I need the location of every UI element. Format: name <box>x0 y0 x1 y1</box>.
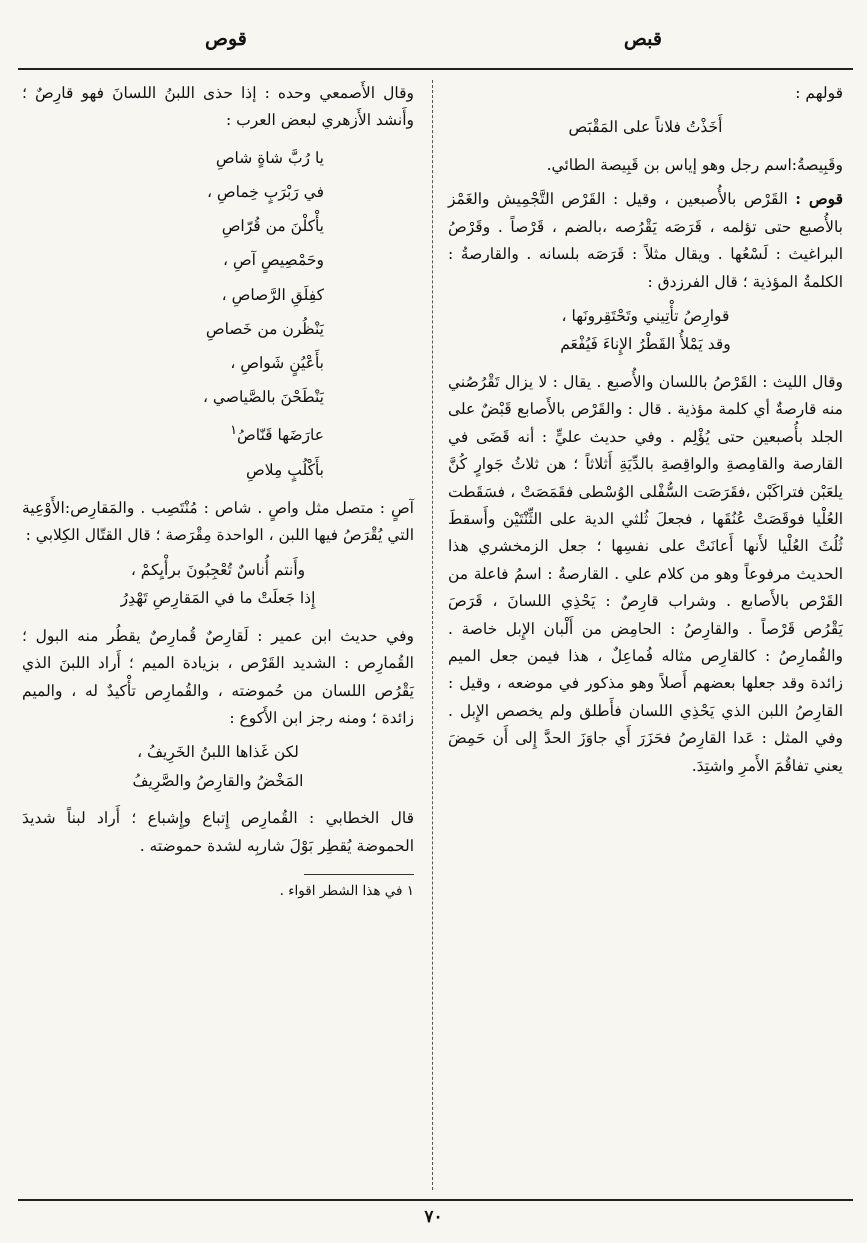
running-header-right: قبص <box>623 28 662 50</box>
paragraph: قولهم : <box>795 84 843 102</box>
right-column <box>448 80 843 786</box>
paragraph: وقَبِيصةُ:اسم رجل وهو إياس بن قَبِيصة الطائي. <box>546 155 843 174</box>
verse-line: يأْكلْنَ من قُرّاصِ <box>221 217 324 236</box>
verse-text: عارَضَها قَنّاصُ <box>237 426 324 445</box>
paragraph: وفي حديث ابن عمير : لَقارِصٌ قُمارِصٌ يقطُر منه البول ؛ القُمارِص : الشديد القَرْص ، بزيادة الميم ؛ أَراد اللبنَ الذي يَقْرُص اللسان من حُموضته ، والقُمارِص تأْكيدٌ له ، والميم زائدة ؛ ومنه رجز ابن الأَكوع : <box>22 626 414 728</box>
verse-line: في رَبْرَبٍ خِماصِ ، <box>206 183 324 202</box>
verse-line: المَخْضُ والقارِصُ والصَّرِيفُ <box>132 771 304 790</box>
top-rule <box>18 68 853 70</box>
verse-line: لكن غَذاها اللبنُ الخَرِيفُ ، <box>137 743 299 762</box>
footnote-rule <box>304 874 414 875</box>
bottom-rule <box>18 1199 853 1201</box>
footnote-marker: ١ <box>230 423 238 439</box>
verse-line: يَنْطَحْنَ بالصَّياصي ، <box>202 388 324 407</box>
verse-line: وحَمْصِيصٍ آصِ ، <box>222 251 324 270</box>
verse <box>22 738 414 795</box>
paragraph: قال الخطابي : القُمارِص إِتباع وإِشباع ؛ أَراد لبناً شديدَ الحموضة يُقطِر بَوْلَ شاربِه لشدة حموضته . <box>22 809 414 855</box>
left-column <box>22 80 414 901</box>
verse <box>22 556 414 613</box>
verse-line: أَخَذْتُ فلاناً على المَقْبَص <box>568 118 723 137</box>
rajaz-poem <box>22 141 414 487</box>
entry <box>448 185 843 296</box>
paragraph: وقال الأَصمعي وحده : إذا حذى اللبنُ اللسانَ فهو قارِصٌ ؛ وأَنشد الأَزهري لبعض العرب : <box>22 84 414 130</box>
entry-headword: قوص : <box>795 189 843 209</box>
paragraph: وقال الليث : القَرْصُ باللسان والأُصبع . يقال : لا يزال تَقْرُصُني منه قارصةٌ أي كلمة مؤذية . قال : والقَرْص بالأَصابع قَبْضٌ على الجلد بأُصبعين حتى يُؤْلِم . وفي حديث عليٍّ : أنه قَضَى في القارصة والقامِصةِ والواقِصةِ بالدِّيَةِ أَثلاثاً ؛ هن ثلاثُ جَوارٍ كُنَّ يلعَبْن فتراكَبْن ،فقَرَصَت السُّفْلى الوُسْطى فقَمَصَتْ ، فسَقَطت العُلْيا فوقَصَتْ عُنُقَها ، فجعلَ ثُلثي الدية على الثِّنْتَيْن وأَسقطَ ثُلُثَ العُلْيا لأَنها أَعانَتْ على نفسِها ؛ جعل الزمخشري هذا الحديث مرفوعاً وهو من كلام علي . القارصةُ : اسمُ فاعلة من القَرْص بالأَصابع . وشراب قارِصٌ : يَحْذِي اللسانَ ، قَرَصَ يَقْرُص قَرْصاً . والقارِصُ : الحامِض من أَلْبان الإِبل خاصة . والقُمارِصُ : كالقارِص مثاله فُماعِلٌ ، هذا فيمن جعل الميم زائدة وقد جعلها بعضهم أَصلاً وهو مذكور في موضعه ، وقيل : القارِصُ اللبن الذي يَحْذِي اللسان فأَطلق ولم يخصص الإِبل . وفي المثل : عَدا القارِصُ فحَزَرَ أَي جاوَزَ الحدَّ إِلى أَن حَمِضَ يعني تفاقُمَ الأَمرِ واشتِدَ. <box>448 372 843 775</box>
entry-text: القَرْص بالأُصبعين ، وقيل : القَرْص التَّجْمِيش والغَمْز بالأُصبع حتى تؤلمه ، قَرَصَه يَقْرُصه ،بالضم ، قَرْصاً . وقَرْصُ البراغيث : لَسْعُها . ويقال مثلاً : قَرَصَه بلسانه . والقارصةُ : الكلمةُ المؤذية ؛ قال الفرزدق : <box>448 190 843 291</box>
verse-line: يَنْظُرن من خَصاصِ <box>205 319 324 338</box>
column-divider <box>432 80 433 1190</box>
verse <box>448 302 843 359</box>
verse-line: وأَنتم أُناسٌ تُعْجِبُونَ برأْيِكمْ ، <box>130 560 306 579</box>
verse-line: وقد يَمْلأُ القَطْرُ الإِناءَ فَيُفْعَم <box>560 335 731 354</box>
verse-line: بأَعْيُنٍ شَواصِ ، <box>230 354 324 373</box>
verse-line: إِذا جَعلَتْ ما في المَقارِصِ تَهْدِرُ <box>120 589 316 608</box>
running-header-left: قوص <box>205 28 247 50</box>
verse-line: يا رُبَّ شاةٍ شاصِ <box>215 148 324 167</box>
running-headers <box>0 28 867 58</box>
verse-line: كفِلَقِ الرَّصاصِ ، <box>221 285 324 304</box>
paragraph: آصٍ : متصل مثل واصٍ . شاص : مُنْتَصِب . والمَقارِص:الأَوْعِية التي يُقْرَصُ فيها اللبن ، الواحدة مِقْرَصة ؛ قال القتّال الكِلابي : <box>22 499 414 545</box>
verse-line <box>22 414 324 452</box>
verse-line: قوارِصُ تأْتِيني وتَحْتَقِرونَها ، <box>561 306 730 325</box>
footnote: ١ في هذا الشطر اقواء . <box>279 883 414 900</box>
verse-line: بأَكْلُبٍ مِلاصِ <box>246 460 324 479</box>
page-number: ٧٠ <box>424 1207 443 1227</box>
verse <box>448 113 843 142</box>
